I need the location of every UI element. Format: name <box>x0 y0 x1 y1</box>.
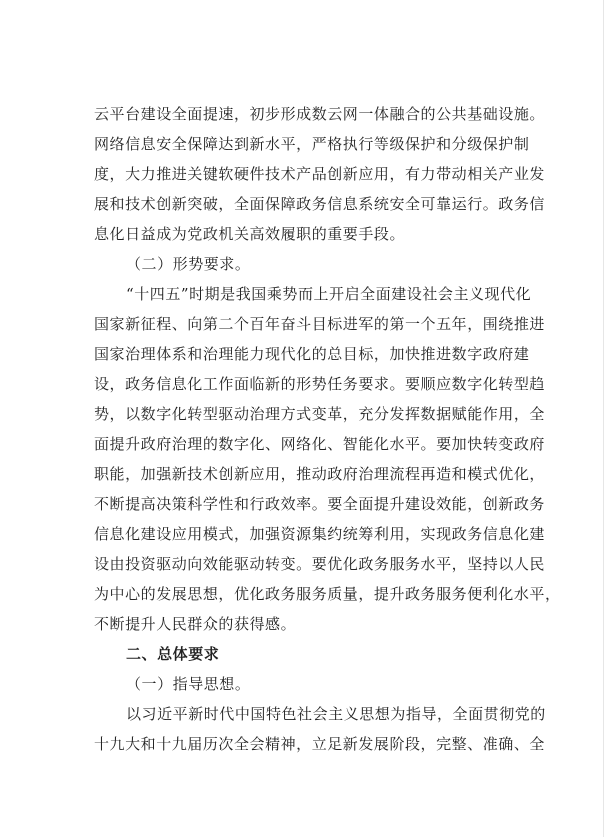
paragraph-line: 以习近平新时代中国特色社会主义思想为指导，全面贯彻党的 <box>126 705 546 723</box>
paragraph-line: 息化日益成为党政机关高效履职的重要手段。 <box>94 225 406 243</box>
paragraph-line: 设由投资驱动向效能驱动转变。要优化政务服务水平，坚持以人民 <box>94 555 545 573</box>
paragraph-line: 展和技术创新突破，全面保障政务信息系统安全可靠运行。政务信 <box>94 195 545 213</box>
paragraph-line: 不断提高决策科学性和行政效率。要全面提升建设效能，创新政务 <box>94 495 545 513</box>
paragraph-line: “十四五”时期是我国乘势而上开启全面建设社会主义现代化 <box>126 285 532 303</box>
page-edge-divider <box>603 0 604 837</box>
paragraph-line: 势，以数字化转型驱动治理方式变革，充分发挥数据赋能作用，全 <box>94 405 545 423</box>
paragraph-line: 国家新征程、向第二个百年奋斗目标进军的第一个五年，围绕推进 <box>94 315 545 333</box>
section-heading: 二、总体要求 <box>126 645 220 663</box>
paragraph-line: 国家治理体系和治理能力现代化的总目标，加快推进数字政府建 <box>94 345 530 363</box>
paragraph-line: 设，政务信息化工作面临新的形势任务要求。要顺应数字化转型趋 <box>94 375 545 393</box>
paragraph-line: 网络信息安全保障达到新水平，严格执行等级保护和分级保护制 <box>94 135 530 153</box>
paragraph-line: 度，大力推进关键软硬件技术产品创新应用，有力带动相关产业发 <box>94 165 545 183</box>
subsection-heading: （二）形势要求。 <box>126 255 251 273</box>
paragraph-line: 十九大和十九届历次全会精神，立足新发展阶段，完整、准确、全 <box>94 735 545 753</box>
paragraph-line: 不断提升人民群众的获得感。 <box>94 615 297 633</box>
paragraph-line: 信息化建设应用模式，加强资源集约统筹利用，实现政务信息化建 <box>94 525 545 543</box>
paragraph-line: 职能，加强新技术创新应用，推动政府治理流程再造和模式优化， <box>94 465 545 483</box>
subsection-heading: （一）指导思想。 <box>126 675 251 693</box>
paragraph-line: 面提升政府治理的数字化、网络化、智能化水平。要加快转变政府 <box>94 435 545 453</box>
paragraph-line: 云平台建设全面提速，初步形成数云网一体融合的公共基础设施。 <box>94 105 545 123</box>
paragraph-line: 为中心的发展思想，优化政务服务质量，提升政务服务便利化水平， <box>94 585 561 603</box>
